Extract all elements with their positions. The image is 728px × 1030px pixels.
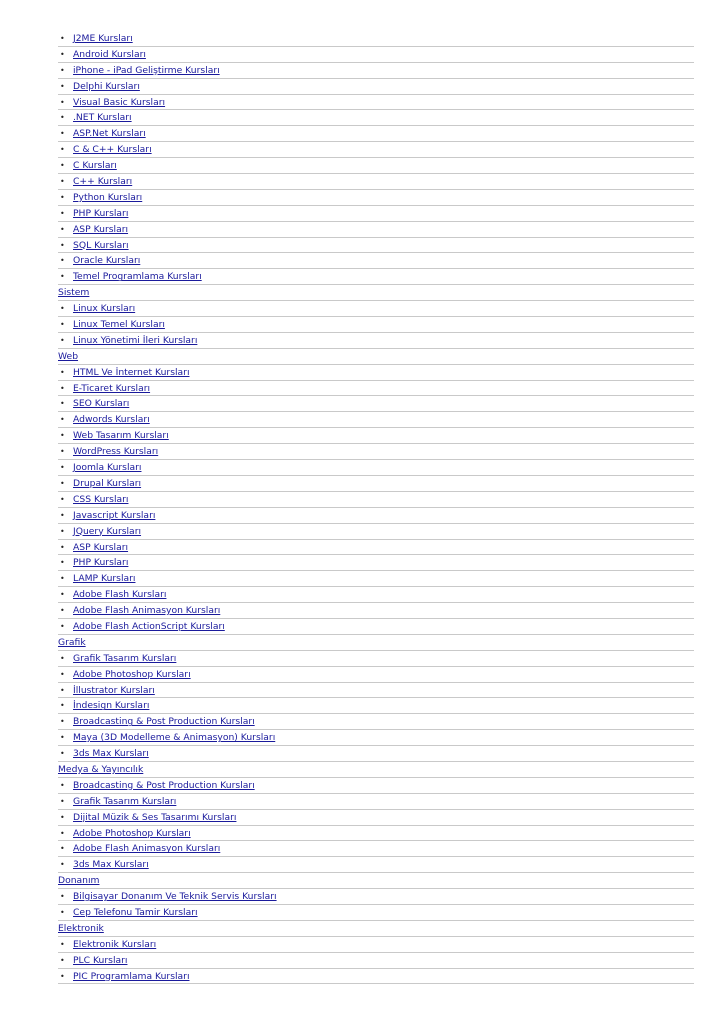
course-link[interactable]: Elektronik Kursları: [73, 938, 157, 950]
bullet-icon: •: [60, 256, 65, 266]
bullet-icon: •: [60, 383, 65, 393]
list-item: [58, 603, 694, 619]
list-item: [58, 778, 694, 794]
list-item: [58, 317, 694, 333]
bullet-icon: •: [60, 685, 65, 695]
list-item: [58, 492, 694, 508]
course-link[interactable]: Adobe Flash Animasyon Kursları: [73, 843, 221, 855]
list-item: [58, 619, 694, 635]
list-item: [58, 460, 694, 476]
list-item: [58, 47, 694, 63]
bullet-icon: •: [60, 574, 65, 584]
bullet-icon: •: [60, 34, 65, 43]
bullet-icon: •: [60, 81, 65, 91]
list-item: [58, 190, 694, 206]
bullet-icon: •: [60, 510, 65, 520]
category-link[interactable]: Sistem: [58, 287, 90, 299]
bullet-icon: •: [60, 621, 65, 631]
bullet-icon: •: [60, 907, 65, 917]
list-item: [58, 953, 694, 969]
bullet-icon: •: [60, 224, 65, 234]
bullet-icon: •: [60, 590, 65, 600]
list-item: [58, 412, 694, 428]
course-link[interactable]: Adobe Flash Animasyon Kursları: [73, 605, 221, 617]
bullet-icon: •: [60, 49, 65, 59]
bullet-icon: •: [60, 320, 65, 330]
list-item: [58, 95, 694, 111]
list-item: [58, 746, 694, 762]
course-link[interactable]: Temel Programlama Kursları: [73, 271, 202, 283]
course-link[interactable]: Broadcasting & Post Production Kursları: [73, 716, 255, 728]
list-item: [58, 651, 694, 667]
course-link[interactable]: C Kursları: [73, 160, 117, 172]
bullet-icon: •: [60, 192, 65, 202]
list-item: [58, 857, 694, 873]
list-item: [58, 889, 694, 905]
course-link[interactable]: Oracle Kursları: [73, 255, 141, 267]
course-link[interactable]: HTML Ve İnternet Kursları: [73, 366, 190, 378]
course-link[interactable]: Adwords Kursları: [73, 414, 150, 426]
list-item: [58, 937, 694, 953]
bullet-icon: •: [60, 892, 65, 902]
category-heading: [58, 762, 694, 778]
course-link[interactable]: 3ds Max Kursları: [73, 859, 149, 871]
bullet-icon: •: [60, 304, 65, 314]
list-item: [58, 714, 694, 730]
bullet-icon: •: [60, 971, 65, 981]
list-item: [58, 238, 694, 254]
list-item: [58, 969, 694, 985]
bullet-icon: •: [60, 828, 65, 838]
list-item: [58, 841, 694, 857]
list-item: [58, 222, 694, 238]
bullet-icon: •: [60, 415, 65, 425]
course-link[interactable]: SEO Kursları: [73, 398, 130, 410]
bullet-icon: •: [60, 669, 65, 679]
course-link[interactable]: PIC Programlama Kursları: [73, 970, 190, 982]
category-link[interactable]: Elektronik: [58, 922, 104, 934]
bullet-icon: •: [60, 447, 65, 457]
course-link[interactable]: Adobe Photoshop Kursları: [73, 827, 191, 839]
bullet-icon: •: [60, 955, 65, 965]
list-item: [58, 810, 694, 826]
course-link[interactable]: Python Kursları: [73, 191, 143, 203]
list-item: [58, 253, 694, 269]
list-item: [58, 174, 694, 190]
course-link[interactable]: C & C++ Kursları: [73, 144, 152, 156]
bullet-icon: •: [60, 701, 65, 711]
list-item: [58, 126, 694, 142]
list-item: [58, 301, 694, 317]
course-link[interactable]: ASP.Net Kursları: [73, 128, 146, 140]
list-item: [58, 540, 694, 556]
course-link[interactable]: E-Ticaret Kursları: [73, 382, 151, 394]
bullet-icon: •: [60, 653, 65, 663]
list-item: [58, 333, 694, 349]
bullet-icon: •: [60, 463, 65, 473]
course-link[interactable]: Javascript Kursları: [73, 509, 156, 521]
bullet-icon: •: [60, 161, 65, 171]
course-link[interactable]: .NET Kursları: [73, 112, 132, 124]
course-link[interactable]: JQuery Kursları: [73, 525, 142, 537]
bullet-icon: •: [60, 939, 65, 949]
list-item: [58, 826, 694, 842]
list-item: [58, 571, 694, 587]
course-link[interactable]: Adobe Flash Kursları: [73, 589, 167, 601]
bullet-icon: •: [60, 367, 65, 377]
list-item: [58, 508, 694, 524]
course-link[interactable]: 3ds Max Kursları: [73, 748, 149, 760]
bullet-icon: •: [60, 717, 65, 727]
list-item: [58, 444, 694, 460]
list-item: [58, 206, 694, 222]
course-link[interactable]: LAMP Kursları: [73, 573, 136, 585]
bullet-icon: •: [60, 129, 65, 139]
list-item: [58, 365, 694, 381]
category-heading: [58, 635, 694, 651]
course-link[interactable]: Dijital Müzik & Ses Tasarımı Kursları: [73, 811, 237, 823]
course-link[interactable]: Maya (3D Modelleme & Animasyon) Kursları: [73, 732, 276, 744]
course-link[interactable]: ASP Kursları: [73, 541, 129, 553]
category-heading: [58, 349, 694, 365]
course-link[interactable]: Drupal Kursları: [73, 477, 142, 489]
list-item: [58, 667, 694, 683]
course-link[interactable]: ASP Kursları: [73, 223, 129, 235]
bullet-icon: •: [60, 780, 65, 790]
course-list: [58, 31, 694, 984]
list-item: [58, 110, 694, 126]
bullet-icon: •: [60, 860, 65, 870]
course-link[interactable]: Linux Yönetimi İleri Kursları: [73, 334, 198, 346]
bullet-icon: •: [60, 812, 65, 822]
bullet-icon: •: [60, 177, 65, 187]
list-item: [58, 794, 694, 810]
bullet-icon: •: [60, 240, 65, 250]
bullet-icon: •: [60, 542, 65, 552]
category-link[interactable]: Web: [58, 350, 79, 362]
course-link[interactable]: Grafik Tasarım Kursları: [73, 652, 177, 664]
list-item: [58, 698, 694, 714]
category-link[interactable]: Medya & Yayıncılık: [58, 763, 144, 775]
bullet-icon: •: [60, 113, 65, 123]
list-item: [58, 158, 694, 174]
category-link[interactable]: Donanım: [58, 875, 100, 887]
category-heading: [58, 873, 694, 889]
course-link[interactable]: J2ME Kursları: [73, 33, 133, 44]
list-item: [58, 142, 694, 158]
list-item: [58, 730, 694, 746]
bullet-icon: •: [60, 749, 65, 759]
course-link[interactable]: Visual Basic Kursları: [73, 96, 166, 108]
course-link[interactable]: Broadcasting & Post Production Kursları: [73, 779, 255, 791]
list-item: [58, 476, 694, 492]
list-item: [58, 269, 694, 285]
course-link[interactable]: Joomla Kursları: [73, 462, 142, 474]
course-link[interactable]: Adobe Photoshop Kursları: [73, 668, 191, 680]
bullet-icon: •: [60, 526, 65, 536]
bullet-icon: •: [60, 844, 65, 854]
list-item: [58, 587, 694, 603]
bullet-icon: •: [60, 494, 65, 504]
bullet-icon: •: [60, 558, 65, 568]
course-link[interactable]: Delphi Kursları: [73, 80, 140, 92]
list-item: [58, 31, 694, 47]
course-link[interactable]: CSS Kursları: [73, 493, 129, 505]
bullet-icon: •: [60, 145, 65, 155]
list-item: [58, 63, 694, 79]
course-link[interactable]: C++ Kursları: [73, 176, 133, 188]
course-link[interactable]: İllustrator Kursları: [73, 684, 155, 696]
list-item: [58, 555, 694, 571]
course-link[interactable]: Web Tasarım Kursları: [73, 430, 169, 442]
course-link[interactable]: PHP Kursları: [73, 557, 129, 569]
course-link[interactable]: WordPress Kursları: [73, 446, 159, 458]
course-link[interactable]: Cep Telefonu Tamir Kursları: [73, 906, 198, 918]
course-link[interactable]: PHP Kursları: [73, 207, 129, 219]
bullet-icon: •: [60, 399, 65, 409]
bullet-icon: •: [60, 65, 65, 75]
bullet-icon: •: [60, 606, 65, 616]
list-item: [58, 396, 694, 412]
course-link[interactable]: Adobe Flash ActionScript Kursları: [73, 620, 225, 632]
bullet-icon: •: [60, 733, 65, 743]
course-link[interactable]: Linux Temel Kursları: [73, 319, 165, 331]
bullet-icon: •: [60, 478, 65, 488]
bullet-icon: •: [60, 208, 65, 218]
list-item: [58, 428, 694, 444]
course-link[interactable]: Linux Kursları: [73, 303, 136, 315]
bullet-icon: •: [60, 335, 65, 345]
category-heading: [58, 285, 694, 301]
course-link[interactable]: PLC Kursları: [73, 954, 128, 966]
course-link[interactable]: Grafik Tasarım Kursları: [73, 795, 177, 807]
bullet-icon: •: [60, 272, 65, 282]
course-link[interactable]: Android Kursları: [73, 48, 146, 60]
course-link[interactable]: Bilgisayar Donanım Ve Teknik Servis Kursları: [73, 891, 277, 903]
bullet-icon: •: [60, 97, 65, 107]
list-item: [58, 524, 694, 540]
list-item: [58, 683, 694, 699]
course-link[interactable]: SQL Kursları: [73, 239, 129, 251]
bullet-icon: •: [60, 796, 65, 806]
category-link[interactable]: Grafik: [58, 636, 86, 648]
list-item: [58, 381, 694, 397]
category-heading: [58, 921, 694, 937]
list-item: [58, 79, 694, 95]
list-item: [58, 905, 694, 921]
course-link[interactable]: İndesign Kursları: [73, 700, 150, 712]
course-link[interactable]: iPhone - iPad Geliştirme Kursları: [73, 64, 220, 76]
bullet-icon: •: [60, 431, 65, 441]
